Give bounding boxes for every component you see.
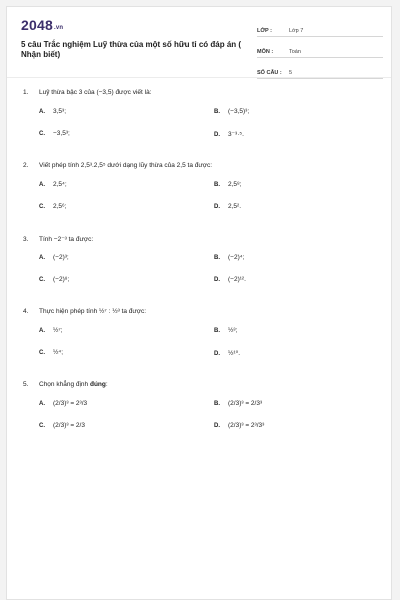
question-number: 3. xyxy=(23,236,29,243)
question-1 xyxy=(7,79,391,152)
question-text xyxy=(23,381,108,388)
option-text: 2,5⁴; xyxy=(53,181,67,188)
question-text xyxy=(23,308,146,315)
option-label: B. xyxy=(214,182,220,188)
option-label: D. xyxy=(214,277,220,283)
question-4 xyxy=(7,298,391,371)
site-logo[interactable] xyxy=(21,17,63,33)
option-b[interactable] xyxy=(214,400,262,407)
option-label: D. xyxy=(214,204,220,210)
option-text: 3,5³; xyxy=(53,108,67,115)
option-label: A. xyxy=(39,401,45,407)
meta-key: LỚP : xyxy=(257,28,272,34)
question-stem-end: : xyxy=(105,381,108,388)
option-a[interactable] xyxy=(39,327,63,334)
option-text: (2/3)³ = 2³/3³ xyxy=(228,422,265,429)
option-label: D. xyxy=(214,132,220,138)
option-label: B. xyxy=(214,328,220,334)
option-label: C. xyxy=(39,350,45,356)
question-text xyxy=(23,235,93,243)
option-d[interactable] xyxy=(214,349,240,357)
question-emphasis: đúng xyxy=(89,381,106,388)
option-label: A. xyxy=(39,109,45,115)
option-text: −3,5³; xyxy=(53,130,70,137)
meta-key: MÔN : xyxy=(257,49,274,55)
option-label: A. xyxy=(39,255,45,261)
option-label: C. xyxy=(39,423,45,429)
question-number: 2. xyxy=(23,162,29,169)
option-text: (2/3)³ = 2³/3 xyxy=(53,400,88,407)
question-number: 4. xyxy=(23,308,29,315)
question-stem: Luỹ thừa bậc 3 của (−3,5) được viết là: xyxy=(39,89,152,96)
option-text: (2/3)³ = 2/3 xyxy=(53,422,85,429)
document-page xyxy=(6,6,392,600)
question-number: 1. xyxy=(23,89,29,96)
question-stem: Tính −2⁻³ ta được: xyxy=(39,236,94,243)
option-d[interactable] xyxy=(214,276,246,283)
option-text: ½⁷; xyxy=(53,327,63,334)
question-3 xyxy=(7,225,391,298)
option-b[interactable] xyxy=(214,254,244,261)
option-label: A. xyxy=(39,182,45,188)
meta-key: SỐ CÂU : xyxy=(257,70,282,76)
option-text: ½⁴; xyxy=(53,349,64,356)
option-a[interactable] xyxy=(39,181,67,188)
meta-panel xyxy=(257,20,383,83)
option-text: 2,5². xyxy=(228,203,242,210)
option-c[interactable] xyxy=(39,130,70,137)
option-text: ½³; xyxy=(228,327,238,334)
option-label: B. xyxy=(214,255,220,261)
option-label: D. xyxy=(214,351,220,357)
option-a[interactable] xyxy=(39,400,87,407)
option-label: B. xyxy=(214,109,220,115)
question-text xyxy=(23,162,212,169)
option-text: (−2)¹². xyxy=(228,276,246,283)
option-text: (−2)⁸; xyxy=(53,276,70,283)
meta-value: Lớp 7 xyxy=(289,28,304,34)
question-stem: Thực hiện phép tính ½⁷ : ½³ ta được: xyxy=(39,308,147,315)
question-number: 5. xyxy=(23,381,29,388)
option-label: C. xyxy=(39,131,45,137)
option-d[interactable] xyxy=(214,422,264,429)
option-label: C. xyxy=(39,204,45,210)
option-label: A. xyxy=(39,328,45,334)
meta-row-subject xyxy=(257,41,383,58)
option-label: C. xyxy=(39,277,45,283)
question-text xyxy=(23,89,152,96)
page-title: 5 câu Trắc nghiệm Luỹ thừa của một số hữu tỉ có đáp án ( Nhận biết) xyxy=(21,40,242,59)
question-stem: Viết phép tính 2,5³.2,5⁵ dưới dạng lũy thừa của 2,5 ta được: xyxy=(39,162,213,169)
option-b[interactable] xyxy=(214,327,237,334)
option-text: ½¹⁰. xyxy=(228,350,240,357)
logo-text: 2048 xyxy=(21,17,53,33)
logo-tld: .vn xyxy=(53,25,64,31)
header-divider xyxy=(7,77,391,78)
option-text: 2,5⁸; xyxy=(228,181,242,188)
option-d[interactable] xyxy=(214,203,241,210)
question-stem: Chọn khẳng định xyxy=(39,381,90,388)
option-label: B. xyxy=(214,401,220,407)
meta-row-class xyxy=(257,20,383,37)
option-text: 2,5⁶; xyxy=(53,203,67,210)
option-b[interactable] xyxy=(214,181,242,188)
option-c[interactable] xyxy=(39,422,85,429)
option-text: (2/3)³ = 2/3³ xyxy=(228,400,263,407)
page-header xyxy=(7,7,391,76)
option-a[interactable] xyxy=(39,254,69,261)
option-c[interactable] xyxy=(39,276,69,283)
meta-value: 5 xyxy=(289,70,293,76)
option-c[interactable] xyxy=(39,349,63,356)
question-list xyxy=(7,79,391,444)
option-label: D. xyxy=(214,423,220,429)
option-c[interactable] xyxy=(39,203,67,210)
meta-value: Toán xyxy=(289,49,301,55)
question-2 xyxy=(7,152,391,225)
question-5 xyxy=(7,371,391,444)
option-d[interactable] xyxy=(214,130,244,138)
option-text: 3⁻³·⁵. xyxy=(228,131,244,138)
option-a[interactable] xyxy=(39,108,66,115)
option-text: (−2)⁴; xyxy=(228,254,245,261)
option-text: (−2)³; xyxy=(53,254,69,261)
option-text: (−3,5)³; xyxy=(228,108,250,115)
option-b[interactable] xyxy=(214,108,249,115)
